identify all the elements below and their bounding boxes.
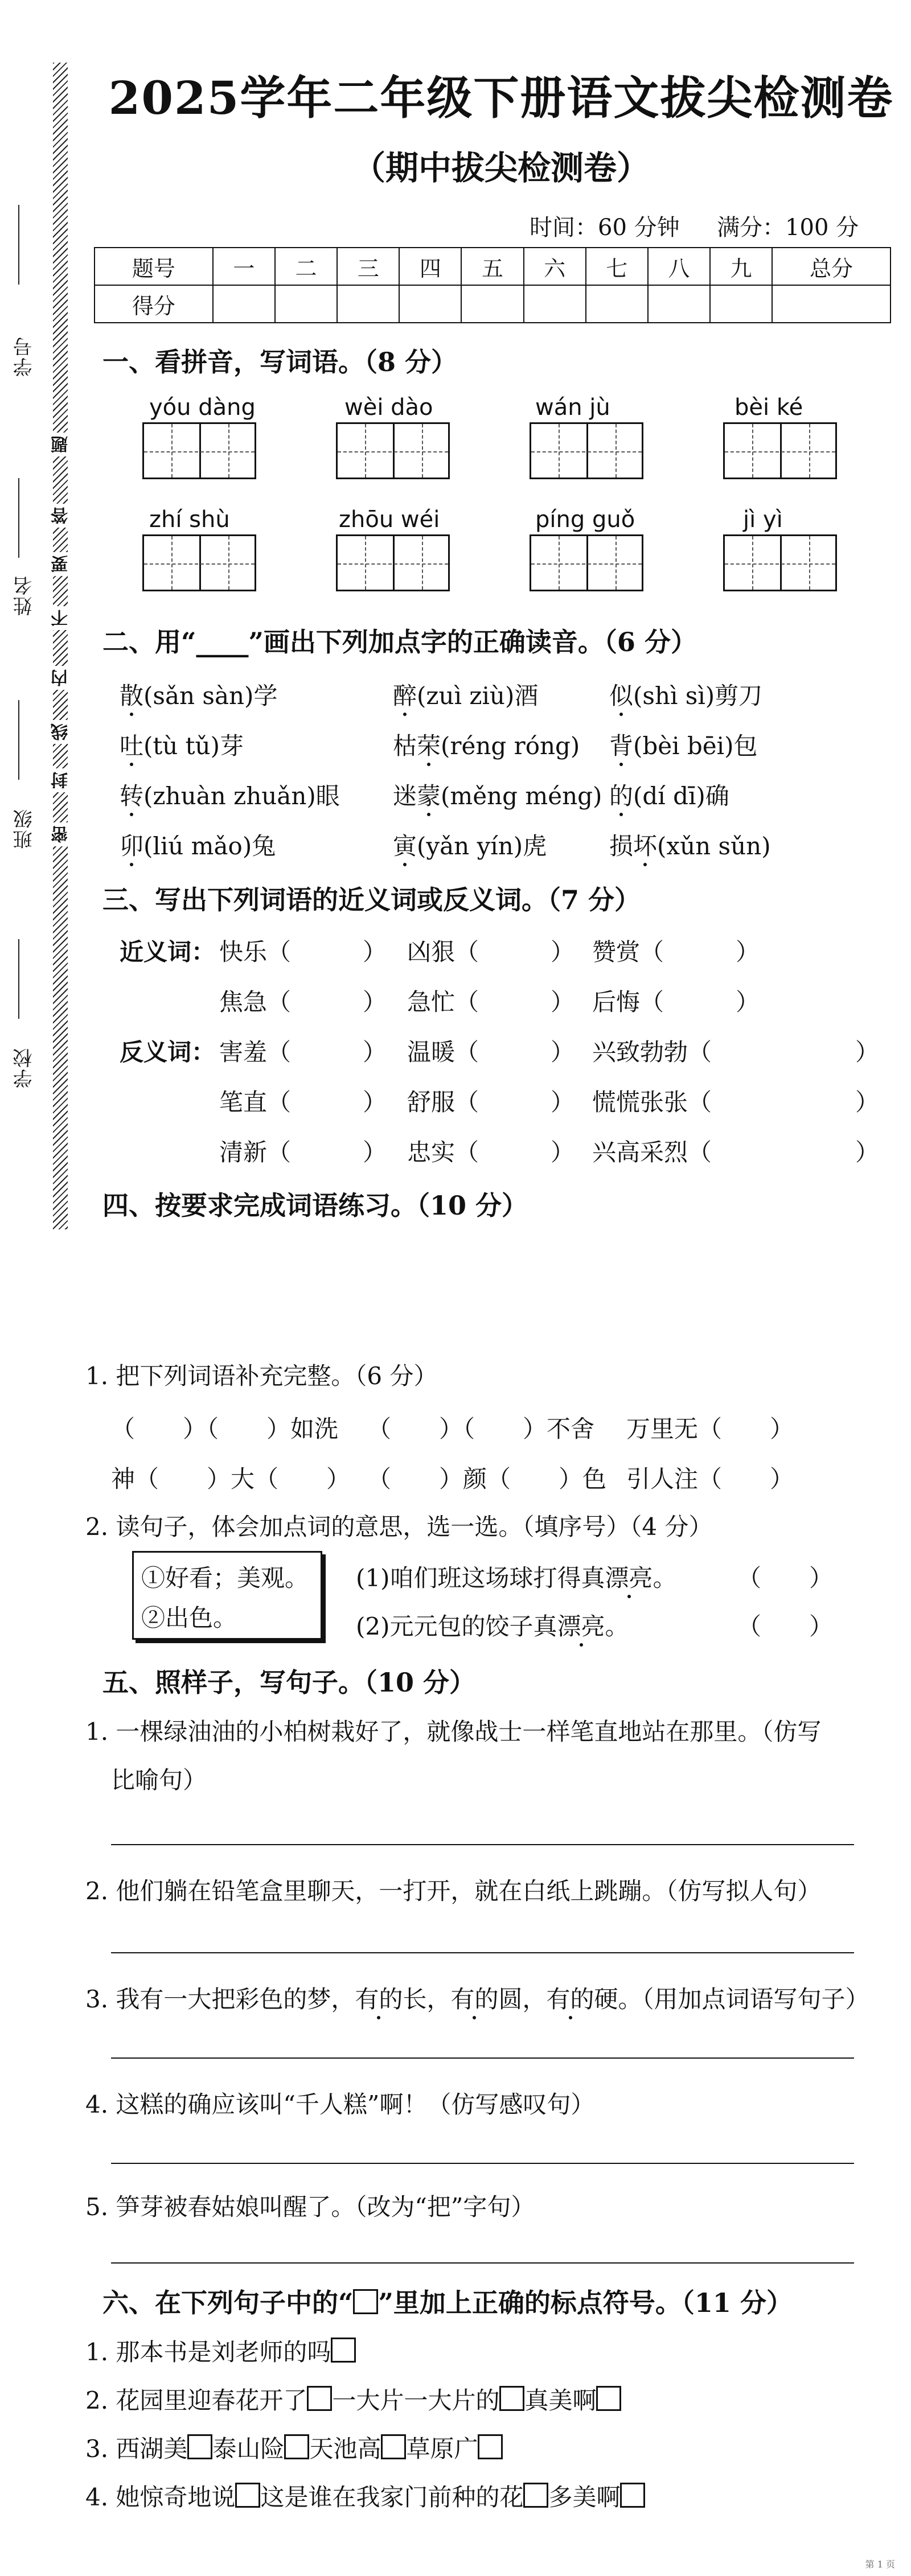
sentence-text: 多美啊 [548, 2483, 621, 2511]
antonym-item[interactable]: 兴高采烈（ ） [592, 1138, 880, 1166]
pinyin-label: bèi ké [734, 394, 803, 421]
reading-item[interactable] [393, 828, 547, 862]
sentence-text: (1)咱们班这场球打得真 [356, 1564, 605, 1592]
seal-char: 封 [49, 768, 74, 792]
heading-text: 六、在下列句子中的“ [102, 2287, 354, 2318]
writing-grid[interactable] [142, 422, 256, 479]
score-cell: 六 [524, 248, 586, 285]
punctuation-q3 [85, 2430, 503, 2464]
antonym-item[interactable]: 兴致勃勃（ ） [592, 1038, 880, 1066]
reading-item[interactable] [393, 677, 538, 711]
sentence-text: 3. 西湖美 [85, 2435, 188, 2463]
seal-char: 线 [49, 720, 74, 744]
item-text: 芽 [220, 732, 244, 760]
reading-options: (shì sì) [633, 682, 715, 710]
question-5-1: 1. 一棵绿油油的小柏树栽好了，就像战士一样笔直地站在那里。（仿写 [85, 1718, 822, 1746]
sentence-text: 长， [403, 1985, 451, 2013]
reading-item[interactable] [609, 677, 762, 711]
item-text: 包 [733, 732, 758, 760]
fill-blank-item[interactable]: （ ）（ ）如洗 [111, 1415, 339, 1443]
score-input-cell[interactable] [648, 285, 710, 323]
reading-options: (sǎn sàn) [143, 682, 254, 710]
reading-item[interactable] [120, 777, 340, 812]
pinyin-label: jì yì [743, 507, 783, 533]
dotted-char: 卯 [120, 828, 143, 862]
reading-item[interactable] [393, 727, 580, 762]
antonym-label: 反义词： [120, 1038, 216, 1066]
score-cell: 七 [586, 248, 648, 285]
dotted-char: 转 [120, 777, 143, 812]
synonym-item[interactable]: 急忙（ ） [407, 988, 575, 1016]
dotted-word: 漂亮 [557, 1608, 605, 1642]
punctuation-box[interactable] [381, 2434, 406, 2459]
exam-title: 2025学年二年级下册语文拔尖检测卷 [108, 71, 894, 125]
meaning-option: ②出色。 [141, 1604, 237, 1632]
score-cell: 五 [461, 248, 523, 285]
answer-line[interactable] [111, 2262, 854, 2264]
reading-item[interactable] [120, 727, 244, 762]
writing-grid[interactable] [336, 534, 450, 591]
score-row-label: 得分 [95, 285, 213, 323]
score-cell: 三 [337, 248, 399, 285]
sentence-text: 4. 她惊奇地说 [85, 2483, 236, 2511]
item-text: 剪刀 [715, 682, 763, 710]
item-text: 兔 [252, 832, 276, 860]
dotted-char: 荣 [417, 727, 441, 762]
score-input-cell[interactable] [399, 285, 461, 323]
seal-char: 密 [49, 822, 74, 846]
score-cell: 八 [648, 248, 710, 285]
item-text: 眼 [315, 782, 340, 810]
question-4-1: 1. 把下列词语补充完整。（6 分） [85, 1362, 438, 1390]
punctuation-box[interactable] [307, 2386, 332, 2411]
score-input-cell[interactable] [710, 285, 772, 323]
section-4-heading: 四、按要求完成词语练习。（10 分） [102, 1190, 528, 1221]
fill-blank-item[interactable]: 万里无（ ） [626, 1415, 794, 1443]
choice-sentence [356, 1559, 677, 1594]
fill-blank-item[interactable]: （ ）（ ）不舍 [367, 1415, 595, 1443]
reading-options: (dí dī) [633, 782, 705, 810]
synonym-label: 近义词： [120, 938, 216, 966]
punctuation-box[interactable] [596, 2386, 621, 2411]
time-label: 时间：60 分钟 [530, 215, 680, 241]
score-input-cell[interactable] [772, 285, 891, 323]
synonym-item[interactable]: 凶狠（ ） [407, 938, 575, 966]
dotted-char: 蒙 [417, 777, 441, 812]
reading-options: (xǔn sǔn) [657, 832, 771, 860]
choice-sentence [356, 1608, 629, 1642]
item-text: 确 [705, 782, 729, 810]
score-input-cell[interactable] [275, 285, 337, 323]
dotted-char: 醉 [393, 677, 417, 711]
synonym-item[interactable]: 后悔（ ） [592, 988, 760, 1016]
section-5-heading: 五、照样子，写句子。（10 分） [102, 1667, 476, 1698]
score-cell: 九 [710, 248, 772, 285]
reading-item[interactable] [609, 777, 729, 812]
question-5-1-cont: 比喻句） [111, 1766, 207, 1794]
score-input-cell[interactable] [337, 285, 399, 323]
synonym-item[interactable]: 赞赏（ ） [592, 938, 760, 966]
item-text: 损 [609, 832, 634, 860]
class-line [18, 700, 19, 780]
dotted-char: 的 [609, 777, 633, 812]
score-input-cell[interactable] [586, 285, 648, 323]
antonym-item[interactable]: 忠实（ ） [407, 1138, 575, 1166]
score-input-cell[interactable] [461, 285, 523, 323]
name-label: 姓名 [13, 575, 36, 616]
sentence-text: 3. 我有一大把彩色的梦， [85, 1985, 355, 2013]
score-value-row [95, 285, 891, 323]
score-cell: 二 [275, 248, 337, 285]
punctuation-q1 [85, 2334, 356, 2368]
section-3-heading: 三、写出下列词语的近义词或反义词。（7 分） [102, 884, 641, 915]
dotted-word: 有的 [355, 1981, 403, 2015]
question-5-2: 2. 他们躺在铅笔盒里聊天，一打开，就在白纸上跳蹦。（仿写拟人句） [85, 1877, 822, 1905]
pinyin-label: píng guǒ [535, 507, 635, 533]
seal-char: 要 [49, 552, 74, 576]
score-cell: 四 [399, 248, 461, 285]
sentence-text: 草原广 [406, 2435, 478, 2463]
reading-item[interactable] [120, 828, 276, 862]
fill-blank-item[interactable]: （ ）颜（ ）色 [367, 1465, 607, 1493]
question-5-4: 4. 这糕的确应该叫“千人糕”啊！（仿写感叹句） [85, 2091, 595, 2118]
sentence-text: 2. 花园里迎春花开了 [85, 2386, 307, 2414]
score-input-cell[interactable] [213, 285, 275, 323]
page-footer: 第 1 页 [865, 2559, 895, 2570]
reading-item[interactable] [609, 828, 771, 862]
dotted-word: 有的 [547, 1981, 594, 2015]
item-text: 酒 [514, 682, 539, 710]
answer-line[interactable] [111, 2057, 854, 2059]
item-text: 枯 [393, 732, 417, 760]
school-line [18, 939, 19, 1019]
reading-options: (měng méng) [441, 782, 602, 810]
reading-options: (zuì ziù) [417, 682, 515, 710]
answer-line[interactable] [111, 1952, 854, 1953]
seal-char: 内 [49, 666, 74, 690]
reading-options: (réng róng) [441, 732, 580, 760]
sentence-text: 。 [605, 1612, 629, 1640]
dotted-char: 寅 [393, 828, 417, 862]
sentence-text: 1. 那本书是刘老师的吗 [85, 2338, 331, 2366]
score-cell: 题号 [95, 248, 213, 285]
seal-char: 题 [49, 433, 74, 456]
punctuation-box[interactable] [284, 2434, 309, 2459]
sentence-text: 真美啊 [524, 2386, 597, 2414]
reading-options: (yǎn yín) [417, 832, 523, 860]
section-6-heading [102, 2282, 793, 2320]
punctuation-box[interactable] [187, 2434, 212, 2459]
reading-item[interactable] [120, 677, 277, 711]
meaning-option: ①好看；美观。 [141, 1564, 309, 1592]
sentence-text: 硬。（用加点词语写句子） [594, 1985, 869, 2013]
section-1-heading: 一、看拼音，写词语。（8 分） [102, 347, 458, 377]
item-text: 迷 [393, 782, 417, 810]
item-text: 学 [253, 682, 278, 710]
pinyin-label: yóu dàng [149, 394, 256, 421]
exam-subtitle: （期中拔尖检测卷） [352, 149, 650, 187]
section-2-heading: 二、用“____”画出下列加点字的正确读音。（6 分） [102, 627, 697, 657]
reading-options: (bèi bēi) [633, 732, 734, 760]
question-5-5: 5. 笋芽被春姑娘叫醒了。（改为“把”字句） [85, 2193, 535, 2221]
antonym-item[interactable]: 温暖（ ） [407, 1038, 575, 1066]
pinyin-label: zhōu wéi [339, 507, 440, 533]
punctuation-box[interactable] [478, 2434, 503, 2459]
pinyin-label: wèi dào [344, 394, 433, 421]
class-label: 班级 [13, 808, 36, 849]
punctuation-box[interactable] [235, 2483, 260, 2508]
seal-char: 不 [49, 606, 74, 630]
score-header-row [95, 248, 891, 285]
sentence-text: 。 [653, 1564, 677, 1592]
antonym-item[interactable]: 清新（ ） [219, 1138, 387, 1166]
writing-grid[interactable] [530, 534, 643, 591]
sentence-text: 天池高 [309, 2435, 381, 2463]
sentence-text: 圆， [498, 1985, 547, 2013]
punctuation-box[interactable] [620, 2483, 645, 2508]
dotted-char: 背 [609, 727, 633, 762]
antonym-item[interactable]: 笔直（ ） [219, 1088, 387, 1116]
score-cell: 总分 [772, 248, 891, 285]
punctuation-box[interactable] [523, 2483, 548, 2508]
score-label: 满分：100 分 [717, 215, 859, 241]
heading-text: ”里加上正确的标点符号。（11 分） [378, 2287, 793, 2318]
dotted-char: 吐 [120, 727, 143, 762]
dotted-char: 散 [120, 677, 143, 711]
antonym-item[interactable]: 慌慌张张（ ） [592, 1088, 880, 1116]
synonym-item[interactable]: 焦急（ ） [219, 988, 387, 1016]
school-label: 学校 [13, 1047, 36, 1088]
question-5-3 [85, 1981, 869, 2015]
fill-blank-item[interactable]: 引人注（ ） [626, 1465, 794, 1493]
item-text: 虎 [523, 832, 547, 860]
student-no-label: 学号 [13, 336, 36, 377]
dotted-char: 坏 [633, 828, 657, 862]
reading-options: (liú mǎo) [143, 832, 252, 860]
student-no-line [18, 205, 19, 285]
sentence-text: 一大片一大片的 [332, 2386, 500, 2414]
pinyin-label: wán jù [535, 394, 610, 421]
answer-blank[interactable]: （ ） [737, 1564, 834, 1592]
reading-options: (tù tǔ) [143, 732, 220, 760]
writing-grid[interactable] [142, 534, 256, 591]
dotted-char: 似 [609, 677, 633, 711]
writing-grid[interactable] [336, 422, 450, 479]
antonym-item[interactable]: 害羞（ ） [219, 1038, 387, 1066]
answer-line[interactable] [111, 1844, 854, 1845]
punctuation-q2 [85, 2382, 621, 2416]
reading-item[interactable] [393, 777, 602, 812]
antonym-item[interactable]: 舒服（ ） [407, 1088, 575, 1116]
seal-char: 答 [49, 504, 74, 528]
question-4-2: 2. 读句子，体会加点词的意思，选一选。（填序号）（4 分） [85, 1513, 713, 1541]
score-cell: 一 [213, 248, 275, 285]
punctuation-box[interactable] [499, 2386, 524, 2411]
dotted-word: 漂亮 [605, 1559, 653, 1594]
fill-blank-item[interactable]: 神（ ）大（ ） [111, 1465, 351, 1493]
punctuation-box[interactable] [331, 2338, 356, 2363]
reading-options: (zhuàn zhuǎn) [143, 782, 316, 810]
dotted-word: 有的 [450, 1981, 498, 2015]
writing-grid[interactable] [723, 534, 837, 591]
writing-grid[interactable] [723, 422, 837, 479]
writing-grid[interactable] [530, 422, 643, 479]
pinyin-label: zhí shù [149, 507, 230, 533]
reading-item[interactable] [609, 727, 758, 762]
score-input-cell[interactable] [524, 285, 586, 323]
sentence-text: (2)元元包的饺子真 [356, 1612, 557, 1640]
answer-line[interactable] [111, 2163, 854, 2164]
binding-stripe [53, 63, 68, 1229]
punctuation-q4 [85, 2479, 645, 2513]
example-box [353, 2289, 378, 2314]
score-table [94, 247, 891, 323]
answer-blank[interactable]: （ ） [737, 1612, 834, 1640]
exam-meta [530, 209, 859, 242]
sentence-text: 泰山险 [212, 2435, 285, 2463]
synonym-item[interactable]: 快乐（ ） [219, 938, 387, 966]
sentence-text: 这是谁在我家门前种的花 [260, 2483, 524, 2511]
name-line [18, 478, 19, 558]
